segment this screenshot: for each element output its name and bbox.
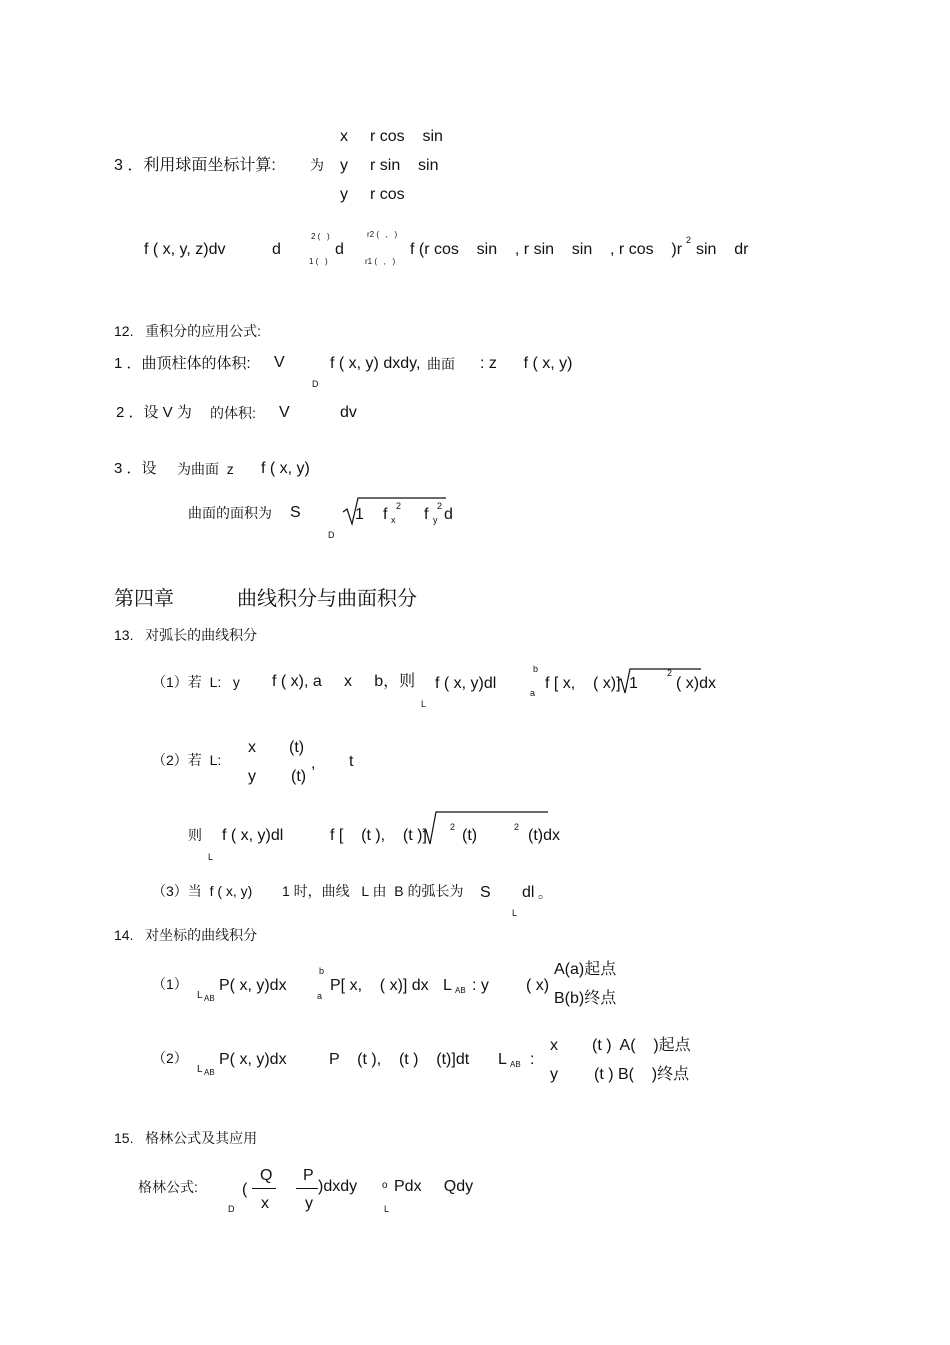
sph-d2: d bbox=[335, 241, 344, 258]
s12-i3-D: D bbox=[328, 530, 335, 540]
s14-q1-b: b bbox=[319, 966, 325, 976]
s13-p2-t2: (t)dx bbox=[528, 827, 560, 844]
s13-p1-a: a bbox=[530, 688, 536, 698]
s13-p2-label: （2）若 L: bbox=[152, 752, 222, 768]
s14-q2-y: y bbox=[550, 1066, 558, 1083]
s14-q2-int: P( x, y)dx bbox=[219, 1051, 287, 1068]
s13-p2-yt: (t) bbox=[291, 768, 307, 785]
s14-q1-B: B(b)终点 bbox=[554, 990, 617, 1007]
s13-p1-L: L bbox=[421, 699, 427, 709]
sph-wei: 为 bbox=[310, 157, 324, 173]
s14-q2-x: x bbox=[550, 1037, 558, 1054]
s13-p3-S: S bbox=[480, 884, 491, 901]
sph-lower2: r1 ( , ) bbox=[365, 257, 396, 266]
s14-q1-label: （1） bbox=[152, 976, 188, 992]
s13-p1-int: f ( x, y)dl bbox=[435, 675, 497, 692]
sph-upper1: 2 ( ) bbox=[311, 232, 330, 241]
s13-p2-rhs: f [ (t ), (t )] bbox=[330, 827, 427, 844]
sph-lhs: f ( x, y, z)dv bbox=[144, 241, 226, 258]
s13-p1-one: 1 bbox=[629, 675, 638, 692]
s12-i3-fx-sup: 2 bbox=[396, 501, 402, 511]
s14-q2-label: （2） bbox=[152, 1050, 188, 1066]
s12-i1-V: V bbox=[274, 354, 285, 371]
s13-p2-ze: 则 bbox=[188, 827, 202, 843]
s12-i3-S: S bbox=[290, 504, 301, 521]
s14-q2-L2: L bbox=[498, 1051, 507, 1068]
sph-lower1: 1 ( ) bbox=[309, 257, 328, 266]
s14-q1-A: A(a)起点 bbox=[554, 961, 617, 978]
s13-p2-x: x bbox=[248, 739, 256, 756]
sph-rhs: f (r cos sin , r sin sin , r cos )r bbox=[410, 241, 683, 258]
s13-p1-b: b bbox=[533, 664, 539, 674]
s15-title: 15. 格林公式及其应用 bbox=[114, 1130, 258, 1146]
s15-oint: o bbox=[382, 1180, 388, 1191]
s14-q1-L2: L bbox=[443, 977, 452, 994]
s12-i3-fx: f bbox=[383, 506, 388, 523]
s15-D: D bbox=[228, 1204, 235, 1214]
s13-title: 13. 对弧长的曲线积分 bbox=[114, 627, 258, 643]
s12-i1-D: D bbox=[312, 379, 319, 389]
s15-P: P bbox=[303, 1167, 314, 1184]
s14-q1-x: ( x) bbox=[526, 977, 550, 994]
s15-x: x bbox=[261, 1195, 269, 1212]
s14-q2-AB: AB bbox=[204, 1068, 215, 1077]
sph-y: y bbox=[340, 157, 348, 174]
s13-p2-sup1: 2 bbox=[450, 822, 456, 832]
s14-q1-AB2: AB bbox=[455, 986, 466, 995]
s13-p1-mid: f ( x), a x b，则 bbox=[272, 673, 416, 690]
s13-p2-sup2: 2 bbox=[514, 822, 520, 832]
s12-i3-area: 曲面的面积为 bbox=[188, 505, 272, 521]
sph-z: y bbox=[340, 186, 348, 203]
s15-label: 格林公式: bbox=[138, 1179, 198, 1195]
s15-Q: Q bbox=[260, 1167, 273, 1184]
s12-i3-fy-sup: 2 bbox=[437, 501, 443, 511]
sph-d1: d bbox=[272, 241, 281, 258]
s13-p1-label: （1）若 L: y bbox=[152, 674, 240, 690]
s12-i3-d: d bbox=[444, 506, 453, 523]
s12-i2-V: V bbox=[279, 404, 290, 421]
s15-L: L bbox=[384, 1204, 390, 1214]
s13-p1-end: ( x)dx bbox=[676, 675, 716, 692]
s12-i1-int: f ( x, y) dxdy, bbox=[330, 355, 421, 372]
sph-label: 3 ．利用球面坐标计算: bbox=[114, 157, 276, 174]
sph-upper2: r2 ( , ) bbox=[367, 230, 398, 239]
s15-paren-open: ( bbox=[242, 1181, 248, 1198]
s14-q2-colon: : bbox=[530, 1051, 535, 1068]
s15-y: y bbox=[305, 1195, 313, 1212]
s14-q2-rhs: P (t ), (t ) (t)]dt bbox=[329, 1051, 470, 1068]
s13-p2-xt: (t) bbox=[289, 739, 305, 756]
sph-x-rhs: r cos sin bbox=[370, 128, 443, 145]
s12-i3-mid: 为曲面 z bbox=[177, 461, 234, 477]
s13-p1-sup: 2 bbox=[667, 668, 673, 678]
s12-i1-tail: : z f ( x, y) bbox=[480, 355, 573, 372]
s13-p3-end: 。 bbox=[538, 885, 552, 901]
s12-i1-cn: 曲面 bbox=[427, 356, 455, 372]
s12-title: 12. 重积分的应用公式: bbox=[114, 323, 262, 339]
sph-y-rhs: r sin sin bbox=[370, 157, 439, 174]
s12-i3-label: 3 ．设 bbox=[114, 460, 157, 477]
s13-p1-rhs: f [ x, ( x)] bbox=[545, 675, 621, 692]
s12-i3-fy: f bbox=[424, 506, 429, 523]
s15-frac2-bar bbox=[296, 1188, 318, 1189]
s13-p2-int: f ( x, y)dl bbox=[222, 827, 284, 844]
s13-p2-t: t bbox=[349, 753, 354, 770]
s12-i3-one: 1 bbox=[355, 506, 364, 523]
s13-p2-t1: (t) bbox=[462, 827, 478, 844]
s14-q2-AB2: AB bbox=[510, 1060, 521, 1069]
sph-x: x bbox=[340, 128, 348, 145]
sph-rhs-end: sin dr bbox=[696, 241, 749, 258]
s12-i2-label: 2 ．设 V 为 bbox=[116, 404, 192, 421]
s13-p2-L: L bbox=[208, 852, 214, 862]
s14-q1-rhs: P[ x, ( x)] dx bbox=[330, 977, 429, 994]
chapter-number: 第四章 bbox=[114, 586, 174, 610]
s13-p2-comma: , bbox=[311, 755, 316, 772]
s14-q1-tail: : y bbox=[472, 977, 489, 994]
s15-rhs: Pdx Qdy bbox=[394, 1178, 474, 1195]
s13-p3-label: （3）当 f ( x, y) bbox=[152, 883, 253, 899]
s14-q2-xA: (t ) A( )起点 bbox=[592, 1037, 691, 1054]
s14-q1-AB: AB bbox=[204, 994, 215, 1003]
s14-q2-yB: (t ) B( )终点 bbox=[594, 1066, 690, 1083]
s12-i3-fx-sub: x bbox=[391, 515, 396, 525]
s14-q2-L: L bbox=[197, 1064, 203, 1075]
s12-i3-fy-sub: y bbox=[433, 515, 438, 525]
s13-p3-mid: 1 时，曲线 L 由 B 的弧长为 bbox=[282, 883, 464, 899]
s12-i2-dv: dv bbox=[340, 404, 357, 421]
sph-rhs-sup: 2 bbox=[686, 235, 692, 245]
s13-p2-y: y bbox=[248, 768, 256, 785]
s12-i2-mid: 的体积: bbox=[210, 405, 256, 421]
s14-q1-a: a bbox=[317, 991, 323, 1001]
s14-q1-L: L bbox=[197, 990, 203, 1001]
s14-title: 14. 对坐标的曲线积分 bbox=[114, 927, 258, 943]
s12-i1-label: 1 ．曲顶柱体的体积: bbox=[114, 355, 251, 372]
s13-p3-L: L bbox=[512, 908, 518, 918]
s13-p3-dl: dl bbox=[522, 884, 535, 901]
s14-q1-int: P( x, y)dx bbox=[219, 977, 287, 994]
sph-z-rhs: r cos bbox=[370, 186, 405, 203]
chapter-title: 曲线积分与曲面积分 bbox=[237, 586, 417, 610]
s12-i3-f: f ( x, y) bbox=[261, 460, 310, 477]
s15-tail: )dxdy bbox=[318, 1178, 358, 1195]
s15-frac1-bar bbox=[252, 1188, 276, 1189]
